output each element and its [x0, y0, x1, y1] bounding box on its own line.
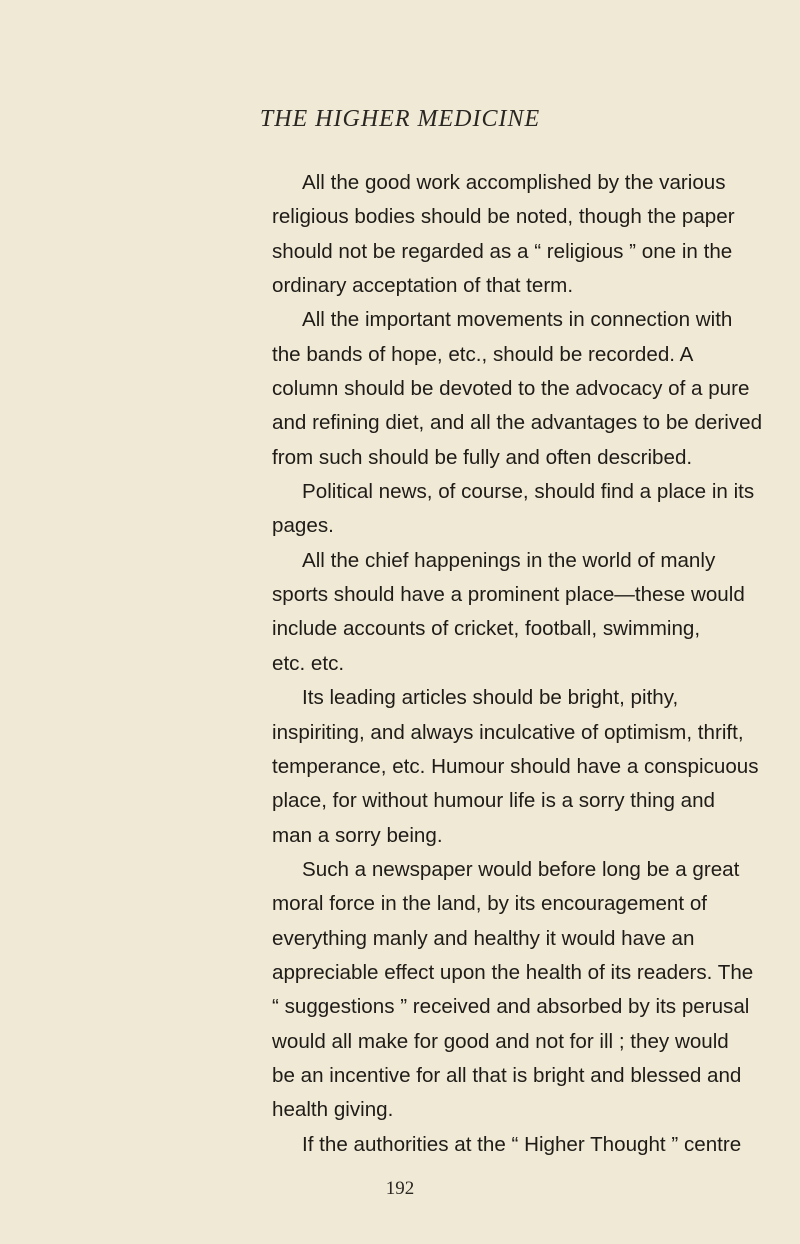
page-number: 192 [385, 1178, 415, 1199]
paragraph-leading-articles: Its leading articles should be bright, pithy, inspiriting, and always inculcative of optimism, thrift, temperance, etc. Humour should have a conspicuous place, for without humour life is a sorry thing and man a sorry being. [272, 686, 759, 847]
running-head: THE HIGHER MEDICINE [259, 106, 541, 132]
paragraph-authorities: If the authorities at the “ Higher Thought ” centre [302, 1132, 742, 1156]
paragraph-political-news: Political news, of course, should find a place in its pages. [272, 480, 755, 538]
paragraph-religious-bodies: All the good work accomplished by the various religious bodies should be noted, though the paper should not be regarded as a “ religious ” one in the ordinary acceptation of that term. [272, 171, 735, 298]
paragraph-movements: All the important movements in connection with the bands of hope, etc., should be recorded. A column should be devoted to the advocacy of a pure and refining diet, and all the advantages to be derived from such should be fully and often described. [272, 308, 763, 469]
paragraph-sports: All the chief happenings in the world of manly sports should have a prominent place—these would include accounts of cricket, football, swimming, etc. etc. [272, 548, 745, 675]
body-text [272, 166, 792, 1162]
paragraph-moral-force: Such a newspaper would before long be a great moral force in the land, by its encouragement of everything manly and healthy it would have an appreciable effect upon the health of its readers. The “ suggestions ” received and absorbed by its perusal would all make for good and not for ill ; they would be an incentive for all that is bright and blessed and health giving. [272, 857, 754, 1122]
